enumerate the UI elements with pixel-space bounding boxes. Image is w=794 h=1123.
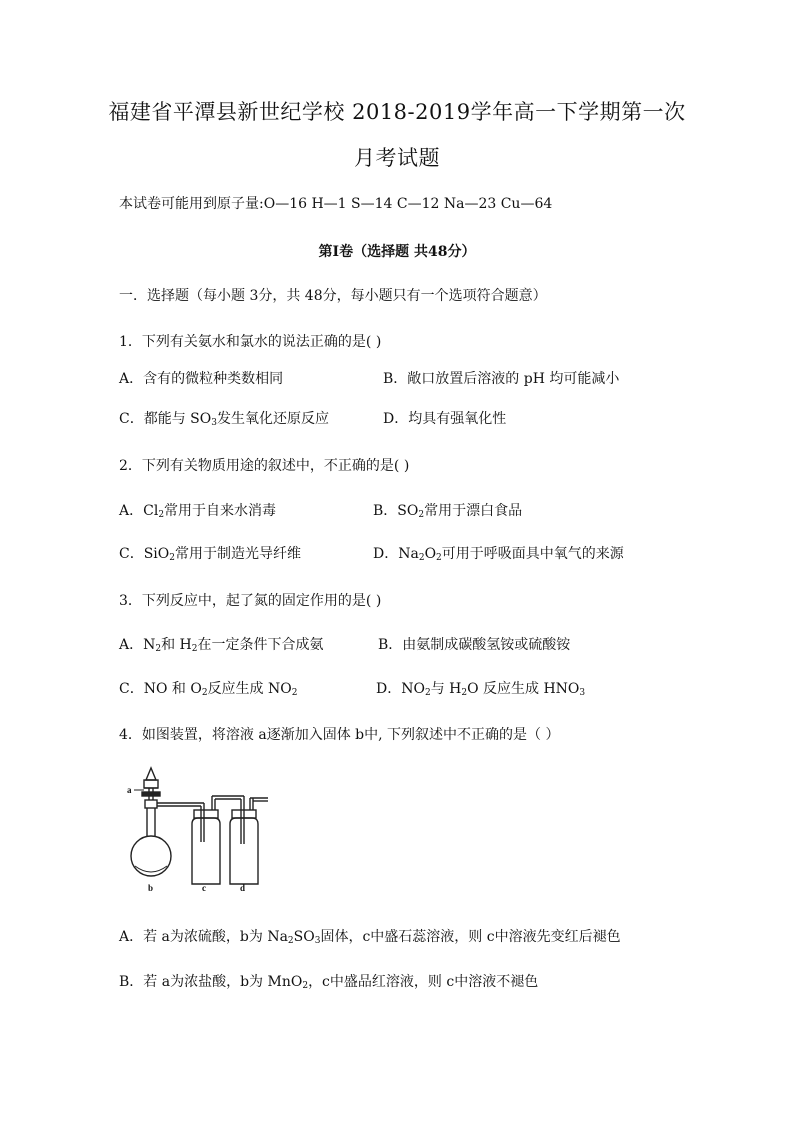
question-2-option-d: D．$Na_2O_2$可用于呼吸面具中氧气的来源 — [373, 546, 624, 563]
bottle-c-stopper — [194, 810, 218, 818]
document-title-line1: 福建省平潭县新世纪学校 2018-2019学年高一下学期第一次 — [108, 100, 686, 124]
figure-label-d: d — [240, 883, 246, 893]
question-1-stem: 1．下列有关氨水和氯水的说法正确的是( ) — [119, 334, 382, 350]
figure-label-c: c — [202, 883, 206, 893]
question-1-option-d: D．均具有强氧化性 — [383, 411, 507, 427]
document-title-line2: 月考试题 — [354, 146, 440, 170]
question-3-option-d: D．$NO_2$与 $H_2O$ 反应生成 $HNO_3$ — [376, 681, 586, 698]
gas-bottle-c — [192, 818, 220, 884]
figure-label-b: b — [148, 883, 154, 893]
part-heading: 一．选择题（每小题 3分，共 48分，每小题只有一个选项符合题意） — [119, 288, 547, 304]
funnel-stopper — [146, 768, 156, 780]
question-3-option-a: A．$N_2$和 $H_2$在一定条件下合成氨 — [119, 637, 324, 654]
question-3-option-b: B．由氨制成碳酸氢铵或硫酸铵 — [378, 637, 571, 653]
question-1-option-c: C．都能与 $SO_3$发生氧化还原反应 — [119, 411, 329, 428]
question-2-option-c: C．SiO$_2$常用于制造光导纤维 — [119, 546, 301, 563]
figure-label-a: a — [127, 785, 132, 795]
lab-apparatus-figure — [126, 766, 286, 896]
round-bottom-flask — [131, 836, 171, 876]
question-1-option-b: B．敞口放置后溶液的 pH 均可能减小 — [383, 371, 620, 387]
question-4-option-a: A．若 a为浓硫酸，b为 $Na_2SO_3$固体，c中盛石蕊溶液，则 c中溶液先变红后褪色 — [119, 929, 621, 946]
question-2-option-a: A．$Cl_2$常用于自来水消毒 — [119, 503, 277, 520]
question-2-stem: 2．下列有关物质用途的叙述中，不正确的是( ) — [119, 458, 410, 474]
question-4-option-b: B．若 a为浓盐酸，b为 MnO$_2$，c中盛品红溶液，则 c中溶液不褪色 — [119, 974, 539, 991]
atomic-masses-note: 本试卷可能用到原子量:O—16 H—1 S—14 C—12 Na—23 Cu—64 — [119, 196, 553, 212]
funnel-body — [144, 780, 158, 788]
question-3-stem: 3．下列反应中，起了氮的固定作用的是( ) — [119, 593, 382, 609]
question-4-stem: 4．如图装置，将溶液 a逐渐加入固体 b中, 下列叙述中不正确的是（ ） — [119, 727, 560, 743]
question-3-option-c: C．NO 和 $O_2$反应生成 $NO_2$ — [119, 681, 298, 698]
section-title: 第Ⅰ卷（选择题 共48分） — [318, 244, 476, 260]
question-2-option-b: B．$SO_2$常用于漂白食品 — [373, 503, 523, 520]
question-1-option-a: A．含有的微粒种类数相同 — [119, 371, 284, 387]
